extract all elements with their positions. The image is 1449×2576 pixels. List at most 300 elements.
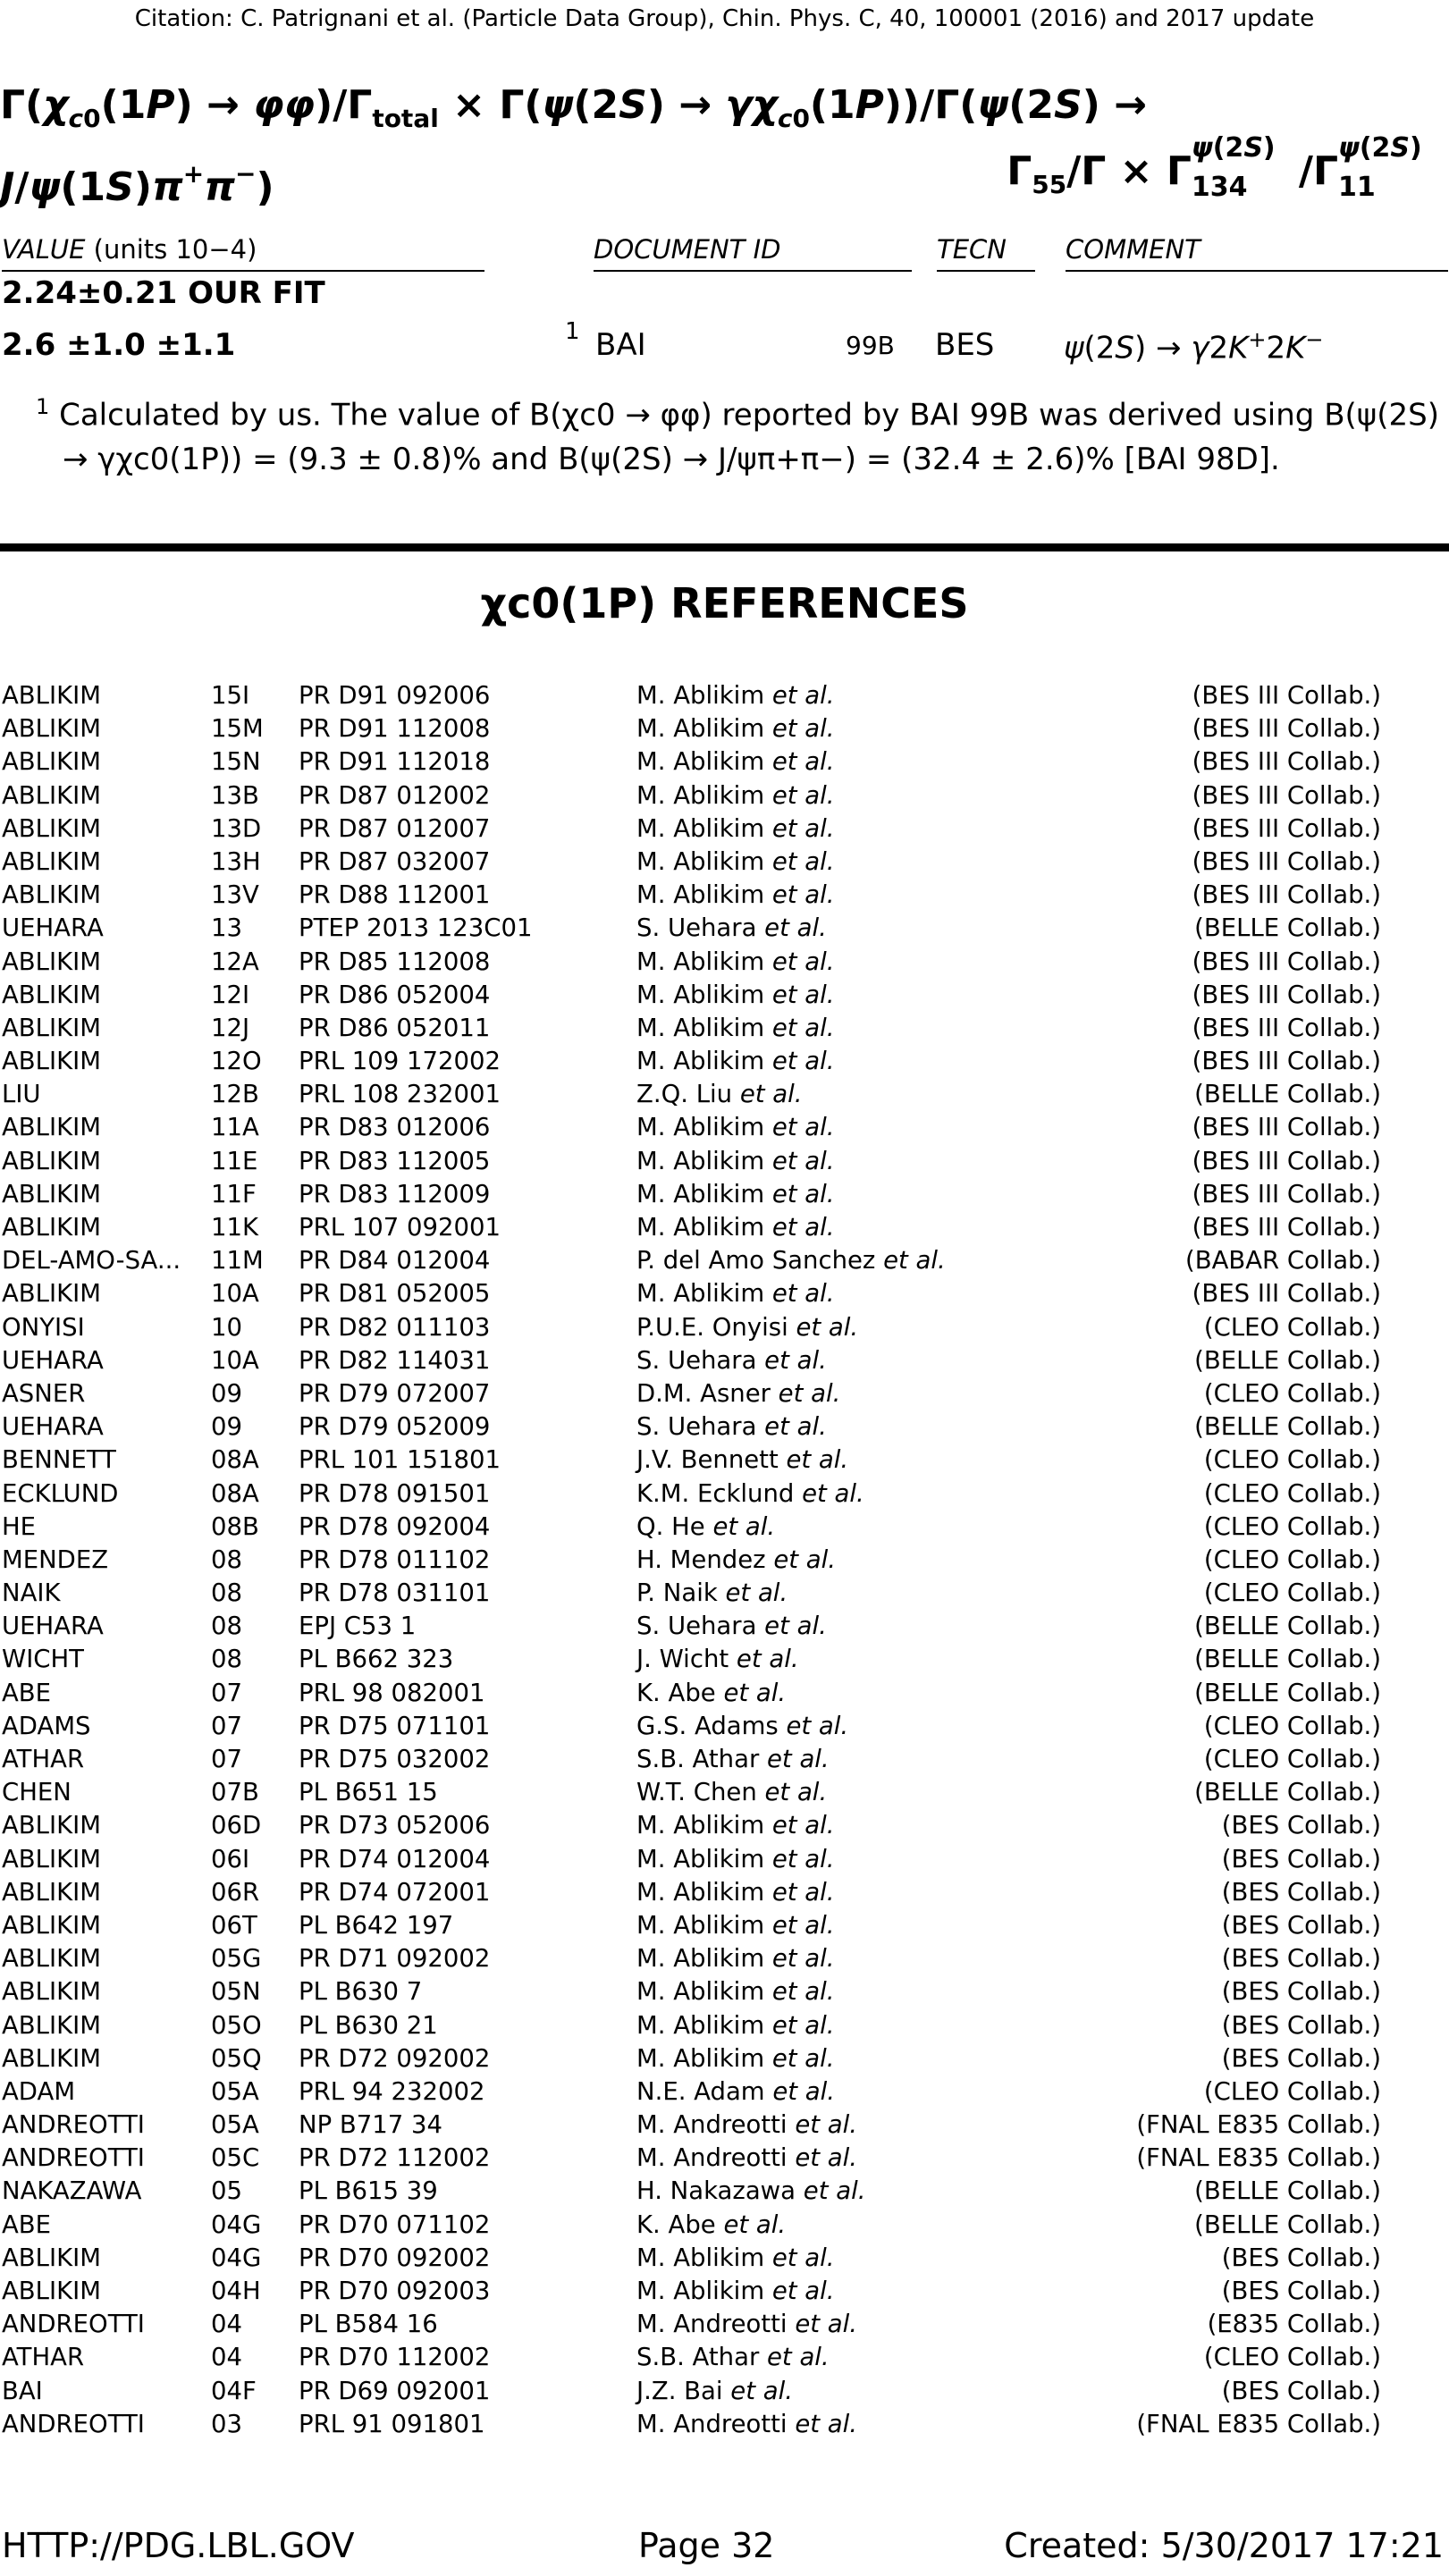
reference-author-key: ABE [2, 1678, 52, 1707]
reference-authors: J.Z. Bai et al. [636, 2376, 793, 2405]
reference-year-code: 05C [211, 2143, 260, 2173]
reference-journal[interactable]: PR D86 052011 [299, 1013, 491, 1042]
measurement-title-line1: $\Gamma(\chi_{c0}(1P) \to \varphi\varphi)/\Gamma_{total} \times \Gamma(\psi(2S) \to \gamma\chi_{c0}(1P))/\Gamma(\psi(2S)$ → [0, 82, 1148, 133]
reference-collaboration: (FNAL E835 Collab.) [1136, 2143, 1381, 2173]
reference-collaboration: (BES III Collab.) [1192, 1213, 1381, 1242]
reference-authors: M. Andreotti et al. [636, 2110, 857, 2140]
reference-author-key: ABLIKIM [2, 1113, 101, 1142]
reference-year-code: 06R [211, 1877, 260, 1907]
reference-year-code: 03 [211, 2409, 242, 2438]
reference-year-code: 08 [211, 1645, 242, 1674]
reference-year-code: 07 [211, 1711, 242, 1740]
reference-author-key: ABLIKIM [2, 846, 101, 876]
comment-column-header: COMMENT [1066, 234, 1448, 272]
reference-collaboration: (CLEO Collab.) [1203, 1578, 1381, 1608]
reference-collaboration: (BES Collab.) [1221, 1844, 1381, 1873]
reference-author-key: ADAMS [2, 1711, 91, 1740]
reference-year-code: 12O [211, 1047, 262, 1076]
reference-journal[interactable]: PR D72 092002 [299, 2043, 491, 2073]
reference-year-code: 08 [211, 1578, 242, 1608]
reference-row [0, 745, 1449, 779]
reference-year-code: 13D [211, 813, 262, 843]
reference-journal[interactable]: PL B662 323 [299, 1645, 454, 1674]
reference-journal[interactable]: PR D72 112002 [299, 2143, 491, 2173]
reference-author-key: WICHT [2, 1645, 84, 1674]
reference-row [0, 1809, 1449, 1842]
reference-author-key: UEHARA [2, 1412, 104, 1442]
section-divider [0, 543, 1449, 551]
reference-journal[interactable]: PL B651 15 [299, 1778, 438, 1807]
reference-row [0, 1942, 1449, 1975]
reference-journal[interactable]: PL B630 21 [299, 2010, 438, 2040]
reference-authors: N.E. Adam et al. [636, 2076, 836, 2106]
reference-row [0, 2408, 1449, 2441]
reference-year-code: 12J [211, 1013, 250, 1042]
reference-row [0, 1610, 1449, 1643]
reference-row [0, 1078, 1449, 1111]
reference-year-code: 09 [211, 1412, 242, 1442]
reference-collaboration: (BES III Collab.) [1192, 681, 1381, 710]
reference-journal[interactable]: PR D84 012004 [299, 1246, 491, 1275]
reference-journal[interactable]: PR D91 112008 [299, 714, 491, 744]
reference-year-code: 06T [211, 1910, 257, 1940]
reference-collaboration: (BES Collab.) [1221, 1977, 1381, 2007]
reference-authors: M. Ablikim et al. [636, 947, 835, 976]
reference-author-key: ECKLUND [2, 1478, 119, 1508]
reference-journal[interactable]: PR D83 112005 [299, 1146, 491, 1175]
reference-authors: M. Ablikim et al. [636, 1811, 835, 1840]
reference-row [0, 1909, 1449, 1942]
reference-author-key: UEHARA [2, 913, 104, 943]
reference-collaboration: (BES III Collab.) [1192, 980, 1381, 1009]
reference-authors: M. Ablikim et al. [636, 1279, 835, 1309]
reference-authors: M. Ablikim et al. [636, 880, 835, 910]
reference-collaboration: (BES Collab.) [1221, 1811, 1381, 1840]
reference-collaboration: (BELLE Collab.) [1194, 1080, 1381, 1109]
reference-author-key: ABLIKIM [2, 1977, 101, 2007]
reference-journal[interactable]: PR D88 112001 [299, 880, 491, 910]
reference-authors: M. Ablikim et al. [636, 681, 835, 710]
our-fit-value: 2.24±0.21 OUR FIT [2, 275, 325, 311]
reference-row [0, 1410, 1449, 1444]
reference-row [0, 1843, 1449, 1876]
reference-row [0, 2242, 1449, 2275]
reference-collaboration: (BES III Collab.) [1192, 714, 1381, 744]
reference-author-key: ABLIKIM [2, 880, 101, 910]
reference-author-key: ABLIKIM [2, 1047, 101, 1076]
reference-collaboration: (BES III Collab.) [1192, 846, 1381, 876]
reference-author-key: ADAM [2, 2076, 76, 2106]
reference-year-code: 13H [211, 846, 261, 876]
reference-year-code: 06I [211, 1844, 250, 1873]
reference-row [0, 879, 1449, 912]
reference-authors: M. Ablikim et al. [636, 2243, 835, 2272]
reference-year-code: 07 [211, 1678, 242, 1707]
reference-row [0, 2308, 1449, 2341]
reference-journal[interactable]: PL B584 16 [299, 2310, 438, 2339]
reference-year-code: 05N [211, 1977, 261, 2007]
reference-collaboration: (BES Collab.) [1221, 1944, 1381, 1974]
reference-year-code: 15N [211, 747, 261, 777]
reference-authors: M. Ablikim et al. [636, 980, 835, 1009]
tecn-column-header: TECN [937, 234, 1035, 272]
reference-authors: G.S. Adams et al. [636, 1711, 849, 1740]
reference-journal[interactable]: PR D78 092004 [299, 1511, 491, 1541]
reference-author-key: ONYISI [2, 1312, 85, 1342]
reference-journal[interactable]: PRL 91 091801 [299, 2409, 485, 2438]
reference-journal[interactable]: PR D78 011102 [299, 1545, 491, 1574]
reference-journal[interactable]: PRL 94 232002 [299, 2076, 485, 2106]
reference-collaboration: (BELLE Collab.) [1194, 2176, 1381, 2206]
reference-year-code: 12A [211, 947, 259, 976]
reference-collaboration: (CLEO Collab.) [1203, 1378, 1381, 1408]
reference-journal[interactable]: PR D75 032002 [299, 1745, 491, 1773]
reference-row [0, 2109, 1449, 2142]
reference-collaboration: (BELLE Collab.) [1194, 1778, 1381, 1807]
reference-year-code: 09 [211, 1378, 242, 1408]
reference-row [0, 1344, 1449, 1377]
reference-row [0, 1012, 1449, 1045]
reference-row [0, 1677, 1449, 1710]
reference-year-code: 15M [211, 714, 264, 744]
reference-authors: S.B. Athar et al. [636, 1745, 830, 1773]
reference-authors: P. Naik et al. [636, 1578, 788, 1608]
reference-year-code: 10A [211, 1345, 259, 1375]
reference-author-key: ABLIKIM [2, 1844, 101, 1873]
reference-journal[interactable]: PR D87 032007 [299, 846, 491, 876]
reference-author-key: ABLIKIM [2, 747, 101, 777]
reference-collaboration: (BES III Collab.) [1192, 1146, 1381, 1175]
reference-year-code: 04H [211, 2277, 261, 2305]
reference-row [0, 1045, 1449, 1078]
reference-collaboration: (BES III Collab.) [1192, 780, 1381, 810]
reference-year-code: 08 [211, 1612, 242, 1641]
reference-journal[interactable]: PL B630 7 [299, 1977, 423, 2007]
reference-authors: M. Ablikim et al. [636, 1213, 835, 1242]
reference-author-key: ABLIKIM [2, 2243, 101, 2272]
reference-collaboration: (BES III Collab.) [1192, 1279, 1381, 1309]
reference-journal[interactable]: PR D74 012004 [299, 1844, 491, 1873]
reference-collaboration: (BELLE Collab.) [1194, 1345, 1381, 1375]
reference-year-code: 13V [211, 880, 259, 910]
reference-authors: M. Ablikim et al. [636, 1047, 835, 1076]
reference-collaboration: (CLEO Collab.) [1203, 1312, 1381, 1342]
reference-row [0, 2275, 1449, 2308]
reference-collaboration: (CLEO Collab.) [1203, 1511, 1381, 1541]
reference-authors: P. del Amo Sanchez et al. [636, 1246, 946, 1275]
reference-authors: M. Ablikim et al. [636, 1179, 835, 1208]
reference-collaboration: (BES Collab.) [1221, 1910, 1381, 1940]
reference-year-code: 04F [211, 2376, 257, 2405]
reference-row [0, 2209, 1449, 2242]
reference-row [0, 812, 1449, 846]
reference-author-key: ABE [2, 2210, 52, 2239]
reference-year-code: 15I [211, 681, 250, 710]
reference-row [0, 946, 1449, 979]
reference-author-key: ABLIKIM [2, 1179, 101, 1208]
reference-authors: S. Uehara et al. [636, 913, 827, 943]
reference-authors: S.B. Athar et al. [636, 2343, 830, 2372]
reference-collaboration: (CLEO Collab.) [1203, 1745, 1381, 1773]
reference-authors: M. Ablikim et al. [636, 1844, 835, 1873]
reference-collaboration: (BES III Collab.) [1192, 880, 1381, 910]
reference-year-code: 04G [211, 2243, 262, 2272]
reference-row [0, 1643, 1449, 1676]
reference-journal[interactable]: PL B642 197 [299, 1910, 454, 1940]
reference-journal[interactable]: PR D79 052009 [299, 1412, 491, 1442]
reference-year-code: 08A [211, 1445, 259, 1475]
reference-authors: M. Ablikim et al. [636, 1944, 835, 1974]
reference-collaboration: (CLEO Collab.) [1203, 1445, 1381, 1475]
reference-year-code: 04 [211, 2310, 242, 2339]
reference-journal[interactable]: PR D82 011103 [299, 1312, 491, 1342]
reference-author-key: ABLIKIM [2, 1146, 101, 1175]
reference-author-key: ABLIKIM [2, 1910, 101, 1940]
reference-authors: M. Ablikim et al. [636, 813, 835, 843]
reference-author-key: ABLIKIM [2, 780, 101, 810]
reference-journal[interactable]: PR D70 071102 [299, 2210, 491, 2239]
reference-year-code: 08B [211, 1511, 259, 1541]
reference-authors: Z.Q. Liu et al. [636, 1080, 803, 1109]
reference-collaboration: (BES III Collab.) [1192, 1179, 1381, 1208]
reference-collaboration: (BELLE Collab.) [1194, 2210, 1381, 2239]
reference-author-key: CHEN [2, 1778, 72, 1807]
reference-row [0, 1178, 1449, 1211]
reference-author-key: ABLIKIM [2, 1013, 101, 1042]
reference-journal[interactable]: PR D85 112008 [299, 947, 491, 976]
reference-row [0, 2175, 1449, 2208]
reference-authors: M. Andreotti et al. [636, 2409, 857, 2438]
reference-author-key: ABLIKIM [2, 947, 101, 976]
reference-journal[interactable]: PR D71 092002 [299, 1944, 491, 1974]
value-column-header: VALUE (units 10−4) [2, 234, 484, 272]
reference-collaboration: (CLEO Collab.) [1203, 1711, 1381, 1740]
reference-row [0, 2009, 1449, 2042]
reference-journal[interactable]: PR D78 091501 [299, 1478, 491, 1508]
reference-journal[interactable]: PRL 109 172002 [299, 1047, 501, 1076]
reference-row [0, 1377, 1449, 1410]
reference-collaboration: (BES Collab.) [1221, 2277, 1381, 2305]
reference-journal[interactable]: PRL 98 082001 [299, 1678, 485, 1707]
reference-year-code: 10A [211, 1279, 259, 1309]
comment-value: ψ(2S) → γ2K+2K− [1064, 327, 1324, 366]
reference-row [0, 912, 1449, 945]
reference-row [0, 1477, 1449, 1511]
reference-row [0, 1975, 1449, 2008]
reference-year-code: 10 [211, 1312, 242, 1342]
reference-row [0, 1776, 1449, 1809]
reference-journal[interactable]: PR D87 012007 [299, 813, 491, 843]
document-id-column-header: DOCUMENT ID [594, 234, 912, 272]
reference-authors: M. Ablikim et al. [636, 1910, 835, 1940]
reference-collaboration: (BES Collab.) [1221, 1877, 1381, 1907]
reference-author-key: UEHARA [2, 1345, 104, 1375]
reference-authors: M. Ablikim et al. [636, 1977, 835, 2007]
reference-collaboration: (BELLE Collab.) [1194, 1645, 1381, 1674]
reference-authors: M. Ablikim et al. [636, 2010, 835, 2040]
footer-page-number: Page 32 [638, 2526, 775, 2565]
reference-row [0, 779, 1449, 812]
document-year: 99B [846, 331, 895, 360]
reference-journal[interactable]: PR D91 112018 [299, 747, 491, 777]
reference-journal[interactable]: PR D78 031101 [299, 1578, 491, 1608]
document-id-link[interactable]: BAI [595, 327, 646, 363]
reference-row [0, 2375, 1449, 2408]
reference-author-key: DEL-AMO-SA... [2, 1246, 181, 1275]
reference-journal[interactable]: PR D70 092003 [299, 2277, 491, 2305]
reference-year-code: 12B [211, 1080, 259, 1109]
reference-journal[interactable]: PR D70 092002 [299, 2243, 491, 2272]
reference-year-code: 04G [211, 2210, 262, 2239]
reference-journal[interactable]: PR D79 072007 [299, 1378, 491, 1408]
measurement-title-line2: J/ψ(1S)π+π−) [0, 159, 274, 210]
reference-journal[interactable]: PR D86 052004 [299, 980, 491, 1009]
reference-authors: W.T. Chen et al. [636, 1778, 828, 1807]
reference-row [0, 1311, 1449, 1344]
reference-journal[interactable]: PR D82 114031 [299, 1345, 491, 1375]
reference-year-code: 07B [211, 1778, 259, 1807]
reference-year-code: 06D [211, 1811, 262, 1840]
reference-collaboration: (BES III Collab.) [1192, 1047, 1381, 1076]
gamma-ratio-label: $\Gamma_{55}/\Gamma \times \Gamma$ ψ(2S) 134 /Γ ψ(2S) 11 [1007, 132, 1422, 203]
reference-year-code: 11M [211, 1246, 264, 1275]
reference-authors: M. Ablikim et al. [636, 747, 835, 777]
reference-author-key: BAI [2, 2376, 43, 2405]
reference-journal[interactable]: PR D83 012006 [299, 1113, 491, 1142]
reference-journal[interactable]: PR D81 052005 [299, 1279, 491, 1309]
reference-author-key: ABLIKIM [2, 2277, 101, 2305]
footnote-text: Calculated by us. The value of B(χc0 → φφ) reported by BAI 99B was derived using B(ψ(2S) → γχc0(1P)) = (9.3 ± 0.8)% and B(ψ(2S) → J/ψπ+π−) = (32.4 ± 2.6)% [BAI 98D]. [59, 397, 1439, 478]
reference-row [0, 1577, 1449, 1610]
reference-journal[interactable]: PR D87 012002 [299, 780, 491, 810]
reference-collaboration: (BES III Collab.) [1192, 747, 1381, 777]
reference-row [0, 712, 1449, 745]
reference-collaboration: (BELLE Collab.) [1194, 1612, 1381, 1641]
reference-journal[interactable]: PRL 101 151801 [299, 1445, 501, 1475]
reference-year-code: 05Q [211, 2043, 262, 2073]
reference-authors: M. Ablikim et al. [636, 2043, 835, 2073]
reference-author-key: ABLIKIM [2, 714, 101, 744]
reference-authors: J.V. Bennett et al. [636, 1445, 849, 1475]
reference-row [0, 679, 1449, 712]
footnote: $^1$ Calculated by us. The value of B(χc0 → φφ) reported by BAI 99B was derived using B(ψ(2S) → γχc0(1P)) = (9.3 ± 0.8)% and B(ψ(2S) → J/ψπ+π−) = (32.4 ± 2.6)% [BAI 98D]. [36, 394, 1439, 478]
reference-journal[interactable]: PRL 107 092001 [299, 1213, 501, 1242]
reference-journal[interactable]: PR D70 112002 [299, 2343, 491, 2372]
reference-collaboration: (BELLE Collab.) [1194, 1412, 1381, 1442]
reference-year-code: 11E [211, 1146, 258, 1175]
reference-journal[interactable]: NP B717 34 [299, 2110, 442, 2140]
reference-author-key: ATHAR [2, 1745, 85, 1773]
measurement-value: 2.6 ±1.0 ±1.1 [2, 327, 236, 363]
reference-collaboration: (CLEO Collab.) [1203, 2343, 1381, 2372]
reference-journal[interactable]: EPJ C53 1 [299, 1612, 417, 1641]
reference-journal[interactable]: PR D73 052006 [299, 1811, 491, 1840]
reference-year-code: 12I [211, 980, 250, 1009]
reference-authors: M. Ablikim et al. [636, 2277, 835, 2305]
reference-collaboration: (BES Collab.) [1221, 2043, 1381, 2073]
reference-author-key: NAKAZAWA [2, 2176, 142, 2206]
reference-year-code: 05A [211, 2076, 259, 2106]
reference-row [0, 1444, 1449, 1477]
reference-journal[interactable]: PR D74 072001 [299, 1877, 491, 1907]
reference-author-key: HE [2, 1511, 37, 1541]
reference-author-key: BENNETT [2, 1445, 116, 1475]
reference-collaboration: (BES Collab.) [1221, 2243, 1381, 2272]
reference-collaboration: (BES III Collab.) [1192, 1013, 1381, 1042]
reference-author-key: ANDREOTTI [2, 2143, 145, 2173]
reference-authors: M. Ablikim et al. [636, 1113, 835, 1142]
tecn-value: BES [935, 327, 995, 363]
reference-year-code: 13 [211, 913, 242, 943]
reference-collaboration: (CLEO Collab.) [1203, 1545, 1381, 1574]
footer-url[interactable]: HTTP://PDG.LBL.GOV [2, 2526, 355, 2565]
reference-row [0, 1743, 1449, 1776]
reference-journal[interactable]: PTEP 2013 123C01 [299, 913, 533, 943]
reference-author-key: MENDEZ [2, 1545, 109, 1574]
reference-row [0, 1710, 1449, 1743]
reference-row [0, 1876, 1449, 1909]
reference-year-code: 08A [211, 1478, 259, 1508]
reference-year-code: 05G [211, 1944, 262, 1974]
reference-collaboration: (BES Collab.) [1221, 2376, 1381, 2405]
reference-authors: M. Andreotti et al. [636, 2143, 857, 2173]
reference-journal[interactable]: PL B615 39 [299, 2176, 438, 2206]
reference-authors: S. Uehara et al. [636, 1345, 827, 1375]
reference-author-key: ANDREOTTI [2, 2310, 145, 2339]
reference-year-code: 13B [211, 780, 259, 810]
citation-line: Citation: C. Patrignani et al. (Particle Data Group), Chin. Phys. C, 40, 100001 (2016) and 2017 update [134, 5, 1315, 32]
reference-collaboration: (BABAR Collab.) [1184, 1246, 1381, 1275]
reference-author-key: LIU [2, 1080, 41, 1109]
reference-authors: Q. He et al. [636, 1511, 776, 1541]
reference-authors: K. Abe et al. [636, 2210, 787, 2239]
reference-journal[interactable]: PRL 108 232001 [299, 1080, 501, 1109]
reference-author-key: ASNER [2, 1378, 86, 1408]
reference-author-key: ABLIKIM [2, 681, 101, 710]
reference-row [0, 1244, 1449, 1277]
reference-year-code: 05 [211, 2176, 242, 2206]
reference-journal[interactable]: PR D83 112009 [299, 1179, 491, 1208]
reference-author-key: ABLIKIM [2, 1877, 101, 1907]
reference-journal[interactable]: PR D75 071101 [299, 1711, 491, 1740]
reference-authors: J. Wicht et al. [636, 1645, 799, 1674]
reference-authors: M. Ablikim et al. [636, 714, 835, 744]
reference-year-code: 11F [211, 1179, 257, 1208]
reference-authors: H. Nakazawa et al. [636, 2176, 866, 2206]
reference-collaboration: (BES Collab.) [1221, 2010, 1381, 2040]
reference-row [0, 1211, 1449, 1244]
reference-authors: M. Ablikim et al. [636, 780, 835, 810]
reference-collaboration: (FNAL E835 Collab.) [1136, 2110, 1381, 2140]
footer-created-date: Created: 5/30/2017 17:21 [1004, 2526, 1444, 2565]
reference-authors: M. Ablikim et al. [636, 1146, 835, 1175]
reference-authors: M. Andreotti et al. [636, 2310, 857, 2339]
reference-collaboration: (BES III Collab.) [1192, 1113, 1381, 1142]
reference-collaboration: (E835 Collab.) [1207, 2310, 1381, 2339]
reference-row [0, 846, 1449, 879]
reference-authors: K. Abe et al. [636, 1678, 787, 1707]
reference-collaboration: (BELLE Collab.) [1194, 913, 1381, 943]
reference-year-code: 04 [211, 2343, 242, 2372]
reference-author-key: UEHARA [2, 1612, 104, 1641]
reference-collaboration: (BES III Collab.) [1192, 947, 1381, 976]
reference-journal[interactable]: PR D69 092001 [299, 2376, 491, 2405]
reference-authors: H. Mendez et al. [636, 1545, 836, 1574]
reference-journal[interactable]: PR D91 092006 [299, 681, 491, 710]
reference-row [0, 2042, 1449, 2075]
reference-year-code: 07 [211, 1745, 242, 1773]
reference-authors: D.M. Asner et al. [636, 1378, 841, 1408]
